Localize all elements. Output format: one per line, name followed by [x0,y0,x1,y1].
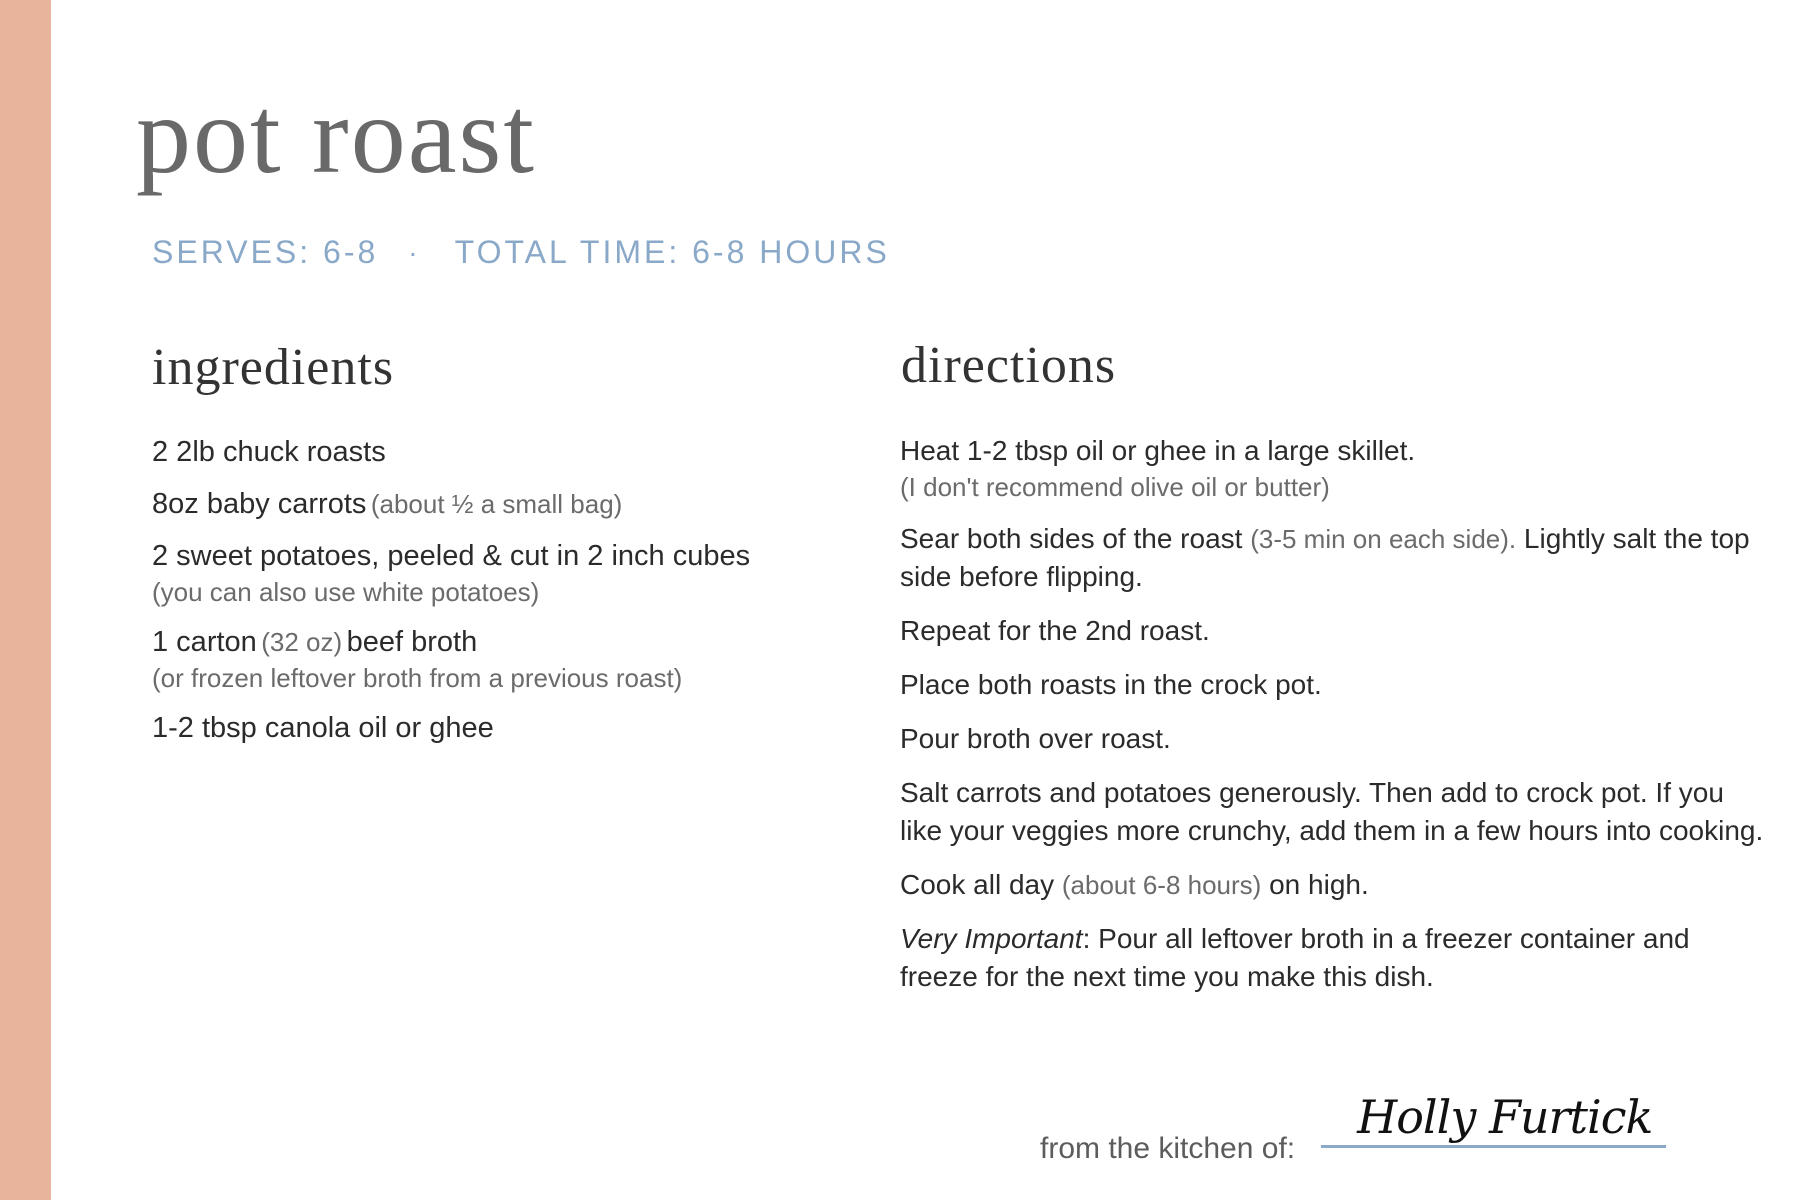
recipe-title: pot roast [136,74,536,196]
ingredient-text: 1 carton [152,626,257,658]
recipe-meta [152,234,890,271]
meta-separator: · [408,236,421,268]
direction-text: Cook all day [900,869,1055,900]
ingredient-text: 8oz baby carrots [152,488,367,520]
direction-step [900,666,1770,704]
serves-label: SERVES: 6-8 [152,234,379,270]
ingredient-item [152,537,842,609]
ingredients-list [152,433,842,761]
direction-step [900,612,1770,650]
ingredient-note: (you can also use white potatoes) [152,577,540,607]
ingredient-text: beef broth [346,626,478,658]
direction-step [900,720,1770,758]
ingredient-note: (about ½ a small bag) [370,489,623,519]
direction-step [900,920,1770,996]
direction-text: Place both roasts in the crock pot. [900,669,1322,700]
direction-emphasis: Very Important [900,923,1083,954]
signature: Holly Furtick [1357,1090,1653,1144]
direction-text: Heat 1-2 tbsp oil or ghee in a large skillet. [900,435,1416,466]
signature-area [1321,1090,1666,1166]
direction-note: (about 6-8 hours) [1061,870,1262,900]
ingredient-item [152,623,842,695]
direction-step [900,774,1770,850]
direction-step [900,520,1770,596]
ingredient-note: (or frozen leftover broth from a previous roast) [152,663,683,693]
direction-text: on high. [1269,869,1369,900]
direction-text: Sear both sides of the roast [900,523,1243,554]
directions-heading: directions [901,337,1117,394]
direction-text: : Pour all leftover broth in a freezer container and freeze for the next time you make this dish. [900,923,1690,992]
from-kitchen-label: from the kitchen of: [1040,1132,1296,1165]
direction-text: Repeat for the 2nd roast. [900,615,1210,646]
kitchen-footer [1040,1090,1666,1166]
signature-line [1321,1145,1666,1148]
total-time-label: TOTAL TIME: 6-8 HOURS [454,234,890,270]
directions-list [900,432,1770,1012]
ingredient-text: 2 sweet potatoes, peeled & cut in 2 inch cubes [152,540,751,572]
ingredient-text: 1-2 tbsp canola oil or ghee [152,712,494,744]
direction-note: (3-5 min on each side). [1250,524,1517,554]
direction-text: Lightly salt the top side before flipping. [900,523,1750,592]
direction-step [900,866,1770,904]
ingredient-quantity: (32 oz) [261,627,343,657]
ingredient-item [152,485,842,523]
direction-text: Pour broth over roast. [900,723,1171,754]
direction-text: Salt carrots and potatoes generously. Then add to crock pot. If you like your veggies more crunchy, add them in a few hours into cooking. [900,777,1764,846]
direction-note: (I don't recommend olive oil or butter) [900,472,1330,502]
ingredient-item [152,709,842,747]
ingredient-text: 2 2lb chuck roasts [152,436,386,468]
ingredient-item [152,433,842,471]
side-accent-stripe [0,0,51,1200]
ingredients-heading: ingredients [152,339,395,396]
direction-step [900,432,1770,504]
